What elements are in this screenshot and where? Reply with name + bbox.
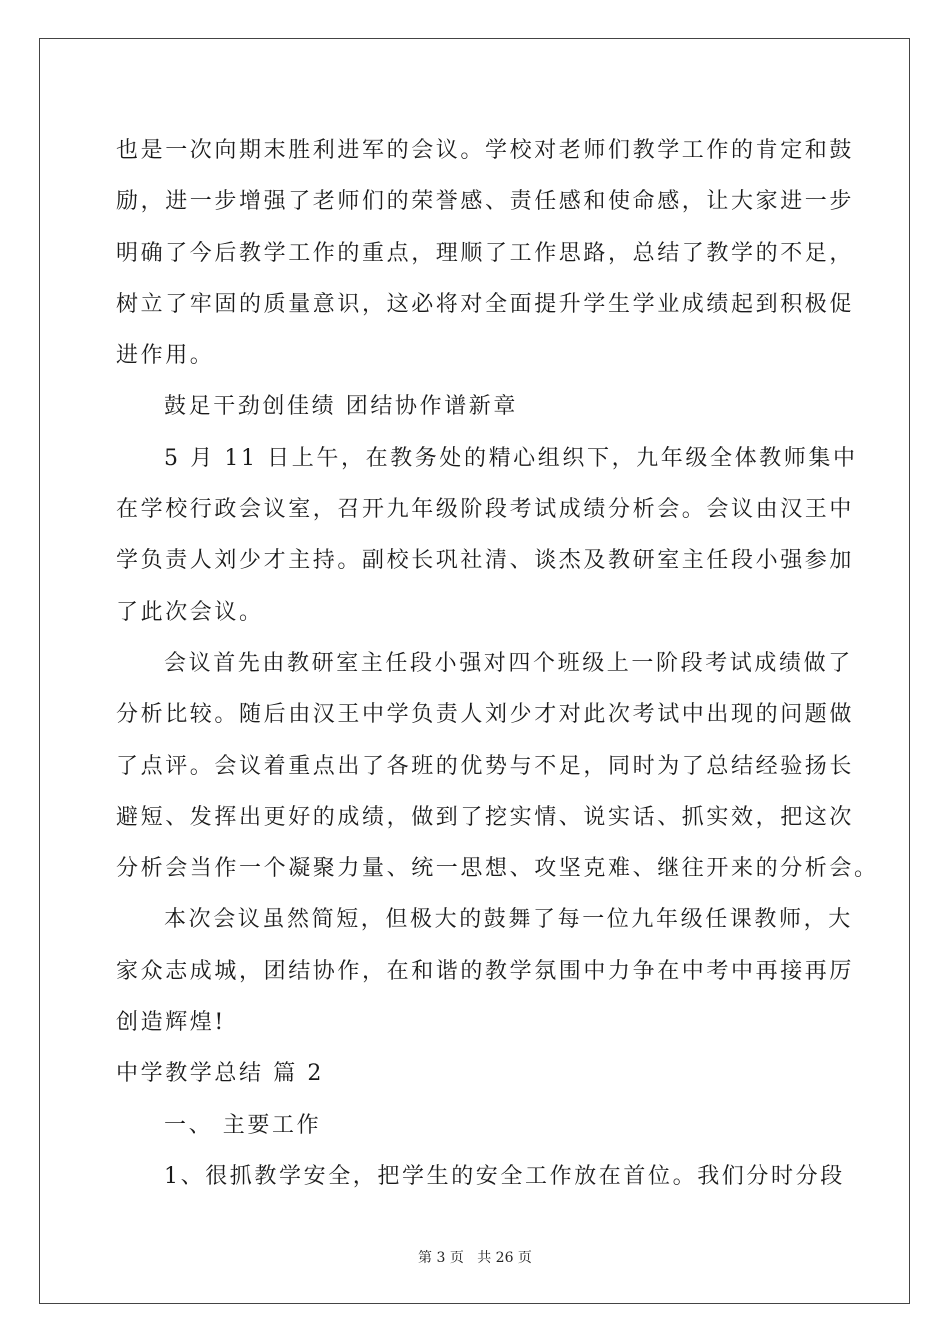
page-number: 第 3 页 [418, 1250, 464, 1266]
text-line: 会议首先由教研室主任段小强对四个班级上一阶段考试成绩做了 [164, 650, 853, 676]
document-body [116, 125, 879, 1202]
text-line: 在学校行政会议室，召开九年级阶段考试成绩分析会。会议由汉王中 [116, 497, 855, 523]
text-line: 励，进一步增强了老师们的荣誉感、责任感和使命感，让大家进一步 [116, 189, 855, 215]
subsection-heading: 一、 主要工作 [164, 1112, 322, 1138]
text-line: 了此次会议。 [116, 599, 264, 625]
page-footer [0, 1247, 950, 1267]
text-line: 分析比较。随后由汉王中学负责人刘少才对此次考试中出现的问题做 [116, 702, 855, 728]
text-line: 本次会议虽然简短，但极大的鼓舞了每一位九年级任课教师，大 [164, 907, 853, 933]
page-total: 共 26 页 [477, 1250, 532, 1266]
text-line: 家众志成城，团结协作，在和谐的教学氛围中力争在中考中再接再厉 [116, 958, 855, 984]
text-line: 进作用。 [116, 343, 215, 369]
text-line: 避短、发挥出更好的成绩，做到了挖实情、说实话、抓实效，把这次 [116, 804, 855, 830]
text-line: 也是一次向期末胜利进军的会议。学校对老师们教学工作的肯定和鼓 [116, 138, 855, 163]
text-line: 分析会当作一个凝聚力量、统一思想、攻坚克难、继往开来的分析会。 [116, 856, 879, 882]
text-line: 创造辉煌! [116, 1010, 226, 1036]
section-heading: 鼓足干劲创佳绩 团结协作谱新章 [164, 394, 518, 420]
text-line: 5 月 11 日上午，在教务处的精心组织下，九年级全体教师集中 [164, 445, 858, 471]
text-line: 学负责人刘少才主持。副校长巩社清、谈杰及教研室主任段小强参加 [116, 548, 855, 574]
text-line: 明确了今后教学工作的重点，理顺了工作思路，总结了教学的不足， [116, 240, 855, 266]
section-title: 中学教学总结 篇 2 [116, 1061, 324, 1087]
text-line: 树立了牢固的质量意识，这必将对全面提升学生学业成绩起到积极促 [116, 291, 855, 317]
text-line: 1、很抓教学安全，把学生的安全工作放在首位。我们分时分段 [164, 1163, 845, 1189]
text-line: 了点评。会议着重点出了各班的优势与不足，同时为了总结经验扬长 [116, 753, 855, 779]
